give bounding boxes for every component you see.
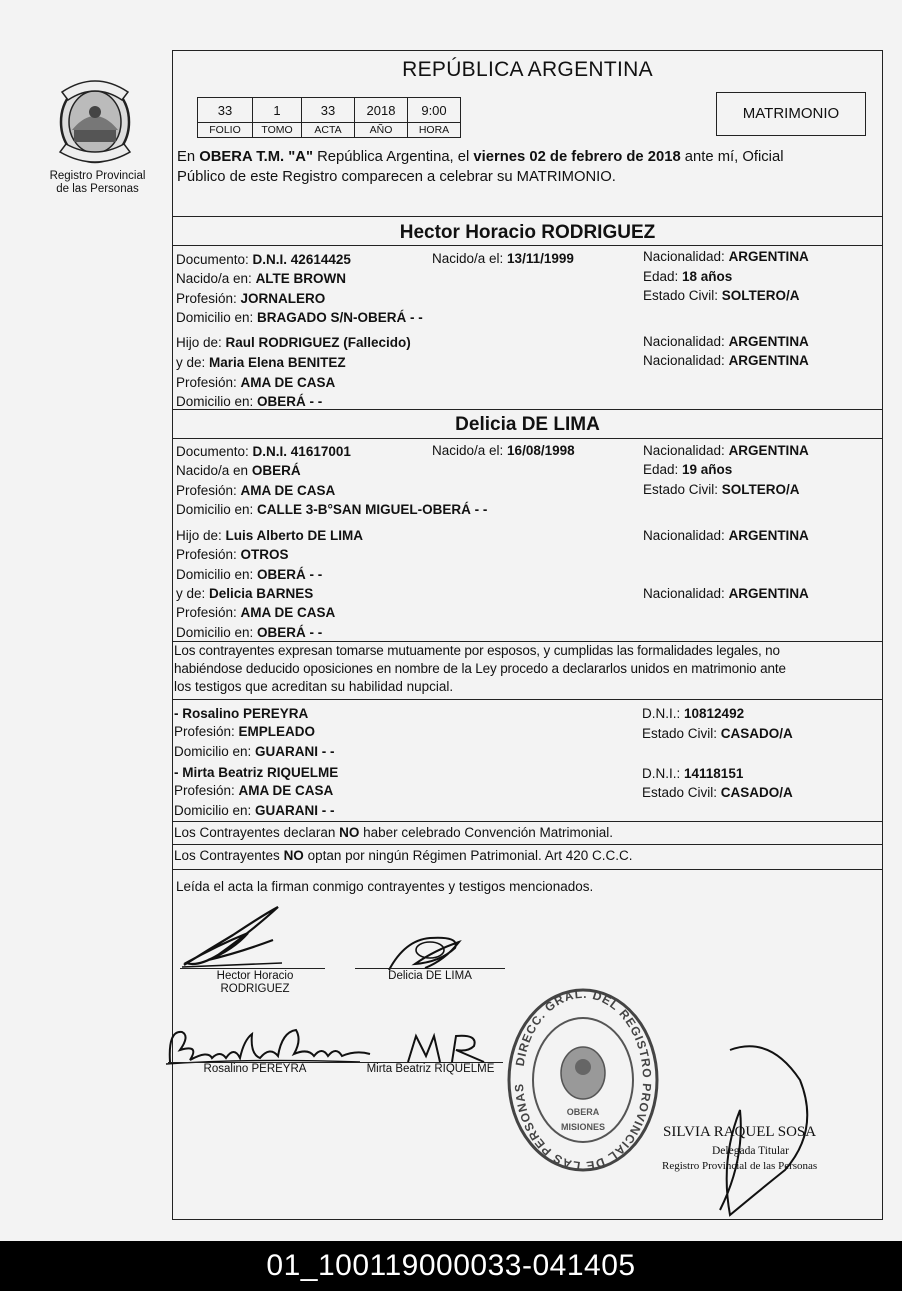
divider [172, 438, 883, 439]
intro-line1 [177, 148, 783, 166]
label: Profesión: [176, 483, 241, 498]
spouse1-name: Hector Horacio RODRIGUEZ [399, 222, 656, 243]
divider [172, 821, 883, 822]
divider [172, 844, 883, 845]
spouse1-civil [643, 287, 800, 304]
spouse2-profession [176, 482, 335, 499]
value: AMA DE CASA [240, 483, 336, 498]
value: Delicia BARNES [209, 586, 314, 601]
spouse1-birthdate [432, 250, 574, 267]
value: ARGENTINA [728, 528, 809, 543]
label-line1: Hector Horacio [216, 970, 294, 982]
intro-text-a: En [177, 149, 200, 165]
label: Profesión: [176, 291, 241, 306]
divider [172, 245, 883, 246]
intro-text-b: República Argentina, el [313, 149, 474, 165]
spouse1-mother [176, 354, 346, 371]
act-type-box: MATRIMONIO [716, 92, 866, 136]
label: Documento: [176, 444, 253, 459]
spouse1-profession [176, 290, 325, 307]
hora-label: HORA [408, 123, 461, 138]
value: OTROS [240, 547, 289, 562]
acta-value: 33 [302, 98, 355, 123]
witness1-signature-label: Rosalino PEREYRA [203, 1063, 307, 1075]
value: 16/08/1998 [507, 443, 575, 458]
value: CASADO/A [720, 726, 793, 741]
text: haber celebrado Convención Matrimonial. [359, 825, 613, 840]
value: ARGENTINA [728, 586, 809, 601]
official-office: Registro Provincial de las Personas [662, 1160, 818, 1172]
spouse2-mother-address [176, 624, 322, 641]
value: ARGENTINA [728, 353, 809, 368]
spouse2-mother-nationality [643, 585, 809, 602]
label: Estado Civil: [643, 288, 722, 303]
register-table [197, 97, 461, 138]
value: ARGENTINA [728, 334, 809, 349]
divider [172, 869, 883, 870]
hora-value: 9:00 [408, 98, 461, 123]
value: AMA DE CASA [240, 375, 336, 390]
spouse1-birthplace [176, 270, 346, 287]
witness1-profession [174, 723, 315, 740]
label: Profesión: [176, 605, 241, 620]
witness2-civil [642, 784, 793, 801]
registry-caption-line1: Registro Provincial [49, 170, 146, 182]
signature-line [180, 968, 325, 969]
label: Nacionalidad: [643, 249, 729, 264]
official-name: SILVIA RAQUEL SOSA [663, 1124, 817, 1140]
label: Estado Civil: [642, 726, 721, 741]
label: Domicilio en: [176, 310, 258, 325]
label: Hijo de: [176, 335, 226, 350]
value: OBERÁ - - [257, 394, 323, 409]
label: Nacido/a el: [432, 443, 508, 458]
spouse1-signature [178, 905, 288, 970]
tomo-value: 1 [253, 98, 302, 123]
spouse2-civil [643, 481, 800, 498]
signature-line [355, 968, 505, 969]
spouse2-father-nationality [643, 527, 809, 544]
spouse2-name: Delicia DE LIMA [455, 414, 600, 435]
stamp-ring-text: DIRECC. GRAL. DEL REGISTRO PROVINCIAL DE LAS PERSONAS [511, 986, 655, 1174]
spouse1-father-nationality [643, 333, 809, 350]
closing-statement: Leída el acta la firman conmigo contrayentes y testigos mencionados. [176, 879, 594, 894]
label: D.N.I.: [642, 706, 685, 721]
label: D.N.I.: [642, 766, 685, 781]
divider [172, 216, 883, 217]
label: Domicilio en: [176, 567, 258, 582]
spouse1-mother-profession [176, 374, 335, 391]
label: y de: [176, 355, 210, 370]
label: Hijo de: [176, 528, 226, 543]
spouse2-birthdate [432, 442, 575, 459]
witness2-signature-label: Mirta Beatriz RIQUELME [366, 1063, 495, 1075]
acta-label: ACTA [302, 123, 355, 138]
label: Edad: [643, 269, 683, 284]
text: Los Contrayentes declaran [174, 825, 340, 840]
intro-place: OBERA T.M. "A" [199, 149, 313, 165]
folio-label: FOLIO [198, 123, 253, 138]
spouse2-age [643, 461, 732, 478]
provincial-seal-logo [50, 72, 140, 168]
label: Nacionalidad: [643, 528, 729, 543]
intro-text-c: ante mí, Oficial [680, 149, 784, 165]
spouse1-document [176, 251, 351, 268]
value: OBERÁ [251, 463, 301, 478]
spouse1-signature-label [180, 970, 330, 996]
witness1-address [174, 743, 335, 760]
value: 18 años [682, 269, 733, 284]
label: Nacionalidad: [643, 334, 729, 349]
spouse2-father-address [176, 566, 322, 583]
value: D.N.I. 41617001 [252, 444, 351, 459]
value: BRAGADO S/N-OBERÁ - - [257, 310, 423, 325]
text: optan por ningún Régimen Patrimonial. Art 420 C.C.C. [303, 848, 633, 863]
spouse2-mother [176, 585, 313, 602]
label: Nacionalidad: [643, 586, 729, 601]
value: Luis Alberto DE LIMA [225, 528, 364, 543]
label: Estado Civil: [642, 785, 721, 800]
label: Nacido/a en: [176, 271, 256, 286]
value: Maria Elena BENITEZ [209, 355, 346, 370]
intro-line2: Público de este Registro comparecen a celebrar su MATRIMONIO. [177, 169, 616, 185]
emphasis: NO [283, 848, 304, 863]
label: Domicilio en: [174, 744, 256, 759]
label: Documento: [176, 252, 253, 267]
label: Domicilio en: [176, 502, 258, 517]
convention-note [174, 824, 613, 841]
tomo-label: TOMO [253, 123, 302, 138]
label: Nacionalidad: [643, 443, 729, 458]
divider [172, 699, 883, 700]
page-title: REPÚBLICA ARGENTINA [402, 58, 653, 81]
label: Domicilio en: [176, 625, 258, 640]
spouse2-mother-profession [176, 604, 335, 621]
spouse2-address [176, 501, 487, 518]
spouse2-signature-label: Delicia DE LIMA [388, 970, 472, 982]
value: 19 años [682, 462, 733, 477]
spouse1-age [643, 268, 732, 285]
witness1-dni [642, 705, 744, 722]
value: AMA DE CASA [240, 605, 336, 620]
value: ARGENTINA [728, 443, 809, 458]
label: Nacionalidad: [643, 353, 729, 368]
spouse2-birthplace [176, 462, 301, 479]
value: ARGENTINA [728, 249, 809, 264]
value: EMPLEADO [238, 724, 316, 739]
ano-label: AÑO [355, 123, 408, 138]
label: y de: [176, 586, 210, 601]
spouse1-address [176, 309, 423, 326]
text: Los Contrayentes [174, 848, 284, 863]
label: Nacido/a en [176, 463, 252, 478]
label-line2: RODRIGUEZ [220, 983, 290, 995]
registry-caption-line2: de las Personas [56, 183, 139, 195]
value: JORNALERO [240, 291, 326, 306]
declaration-line2: habiéndose deducido oposiciones en nombre de la Ley procedo a declararlos unidos en matrimonio ante [174, 661, 786, 676]
value: - Mirta Beatriz RIQUELME [174, 765, 339, 780]
regime-note [174, 847, 633, 864]
value: CALLE 3-B°SAN MIGUEL-OBERÁ - - [257, 502, 488, 517]
label: Profesión: [176, 375, 241, 390]
emphasis: NO [339, 825, 360, 840]
witness1-name [174, 705, 308, 722]
witness2-profession [174, 782, 333, 799]
label: Estado Civil: [643, 482, 722, 497]
spouse2-document [176, 443, 351, 460]
intro-date: viernes 02 de febrero de 2018 [473, 149, 681, 165]
witness2-name [174, 764, 338, 781]
value: Raul RODRIGUEZ (Fallecido) [225, 335, 411, 350]
label: Profesión: [176, 547, 241, 562]
label: Nacido/a el: [432, 251, 508, 266]
spouse2-father-profession [176, 546, 289, 563]
declaration-line3: los testigos que acreditan su habilidad nupcial. [174, 679, 454, 694]
official-seal-stamp [503, 985, 663, 1175]
spouse1-mother-address [176, 393, 322, 410]
spouse2-nationality [643, 442, 809, 459]
document-code: 01_100119000033-041405 [0, 1241, 902, 1291]
ano-value: 2018 [355, 98, 408, 123]
value: SOLTERO/A [721, 482, 800, 497]
value: 13/11/1999 [507, 251, 574, 266]
folio-value: 33 [198, 98, 253, 123]
label: Profesión: [174, 724, 239, 739]
value: OBERÁ - - [257, 625, 323, 640]
label: Domicilio en: [174, 803, 256, 818]
witness2-dni [642, 765, 743, 782]
value: D.N.I. 42614425 [252, 252, 351, 267]
label: Profesión: [174, 783, 239, 798]
stamp-inner-top: OBERA [566, 1107, 600, 1117]
value: SOLTERO/A [721, 288, 800, 303]
value: - Rosalino PEREYRA [174, 706, 309, 721]
stamp-inner-bottom: MISIONES [560, 1122, 606, 1132]
value: 14118151 [684, 766, 744, 781]
value: AMA DE CASA [238, 783, 334, 798]
value: CASADO/A [720, 785, 793, 800]
spouse2-father [176, 527, 363, 544]
official-title: Delegada Titular [712, 1145, 789, 1157]
label: Domicilio en: [176, 394, 258, 409]
value: OBERÁ - - [257, 567, 323, 582]
registry-caption [35, 170, 160, 196]
witness2-address [174, 802, 335, 819]
value: GUARANI - - [255, 744, 335, 759]
value: GUARANI - - [255, 803, 335, 818]
spouse1-nationality [643, 248, 809, 265]
divider [172, 409, 883, 410]
spouse1-mother-nationality [643, 352, 809, 369]
witness1-civil [642, 725, 793, 742]
value: 10812492 [684, 706, 745, 721]
value: ALTE BROWN [255, 271, 347, 286]
spouse1-father [176, 334, 411, 351]
declaration-line1: Los contrayentes expresan tomarse mutuamente por esposos, y cumplidas las formalidades legales, no [174, 643, 780, 658]
label: Edad: [643, 462, 683, 477]
